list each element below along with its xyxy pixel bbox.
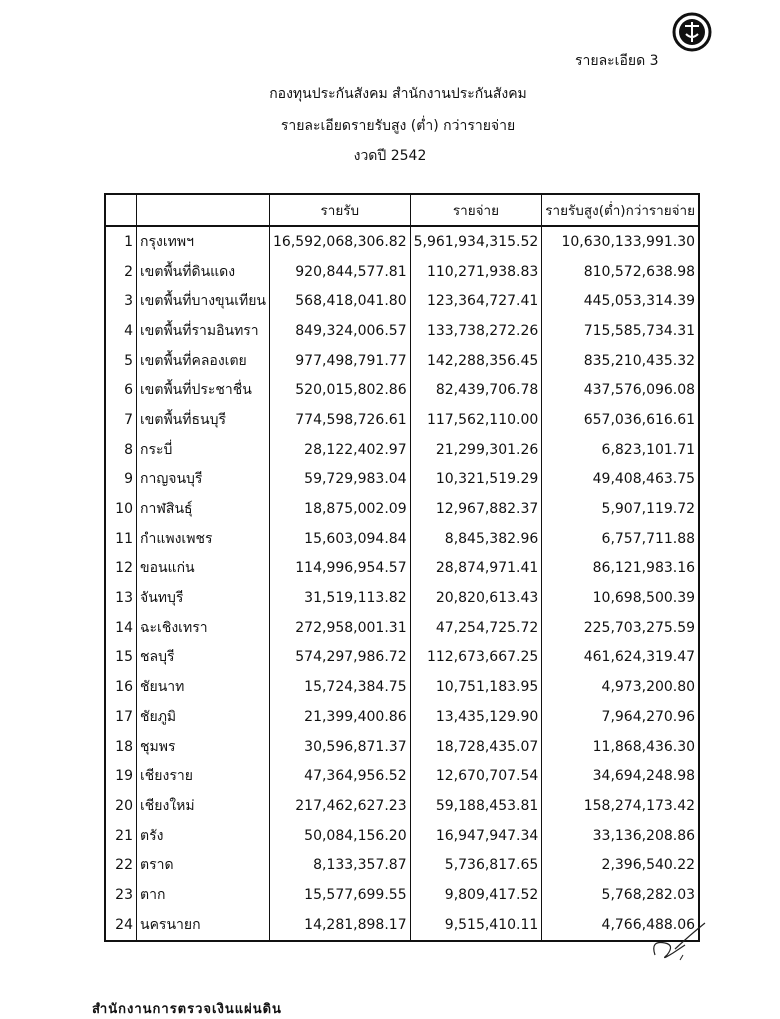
income-value: 59,729,983.04 [270, 465, 411, 495]
difference-value: 5,768,282.03 [542, 880, 699, 910]
difference-value: 225,703,275.59 [542, 613, 699, 643]
income-value: 30,596,871.37 [270, 732, 411, 762]
difference-value: 2,396,540.22 [542, 850, 699, 880]
table-row [105, 850, 699, 880]
difference-value: 4,766,488.06 [542, 910, 699, 941]
difference-value: 5,907,119.72 [542, 494, 699, 524]
income-value: 15,603,094.84 [270, 524, 411, 554]
table-row [105, 316, 699, 346]
table-row [105, 791, 699, 821]
row-number: 1 [105, 226, 137, 257]
income-value: 520,015,802.86 [270, 375, 411, 405]
region-name: เขตพื้นที่บางขุนเทียน [137, 286, 270, 316]
difference-value: 715,585,734.31 [542, 316, 699, 346]
region-name: ตราด [137, 850, 270, 880]
income-value: 28,122,402.97 [270, 435, 411, 465]
table-row [105, 732, 699, 762]
row-number: 23 [105, 880, 137, 910]
region-name: เขตพื้นที่รามอินทรา [137, 316, 270, 346]
table-row [105, 910, 699, 941]
table-row [105, 821, 699, 851]
row-number: 12 [105, 554, 137, 584]
expense-value: 112,673,667.25 [410, 643, 542, 673]
table-row [105, 613, 699, 643]
income-value: 50,084,156.20 [270, 821, 411, 851]
difference-value: 86,121,983.16 [542, 554, 699, 584]
table-row [105, 405, 699, 435]
expense-value: 9,515,410.11 [410, 910, 542, 941]
region-name: จันทบุรี [137, 583, 270, 613]
difference-value: 34,694,248.98 [542, 761, 699, 791]
expense-value: 47,254,725.72 [410, 613, 542, 643]
row-number: 5 [105, 346, 137, 376]
footer-office-name: สำนักงานการตรวจเงินแผ่นดิน [92, 1002, 282, 1017]
expense-value: 133,738,272.26 [410, 316, 542, 346]
region-name: เชียงราย [137, 761, 270, 791]
region-name: ตาก [137, 880, 270, 910]
table-row [105, 257, 699, 287]
difference-value: 10,698,500.39 [542, 583, 699, 613]
region-name: เชียงใหม่ [137, 791, 270, 821]
income-value: 574,297,986.72 [270, 643, 411, 673]
region-name: เขตพื้นที่ธนบุรี [137, 405, 270, 435]
row-number: 24 [105, 910, 137, 941]
row-number: 6 [105, 375, 137, 405]
income-value: 217,462,627.23 [270, 791, 411, 821]
difference-value: 10,630,133,991.30 [542, 226, 699, 257]
title-line-1: กองทุนประกันสังคม สำนักงานประกันสังคม [269, 86, 527, 102]
expense-value: 21,299,301.26 [410, 435, 542, 465]
table-row [105, 375, 699, 405]
region-name: ชัยนาท [137, 672, 270, 702]
income-value: 272,958,001.31 [270, 613, 411, 643]
expense-value: 117,562,110.00 [410, 405, 542, 435]
difference-value: 835,210,435.32 [542, 346, 699, 376]
income-value: 47,364,956.52 [270, 761, 411, 791]
table-row [105, 672, 699, 702]
signature-mark [645, 915, 715, 965]
expense-value: 10,321,519.29 [410, 465, 542, 495]
income-value: 21,399,400.86 [270, 702, 411, 732]
title-line-2: รายละเอียดรายรับสูง (ต่ำ) กว่ารายจ่าย [280, 118, 516, 134]
row-number: 15 [105, 643, 137, 673]
table-row [105, 524, 699, 554]
expense-value: 12,967,882.37 [410, 494, 542, 524]
expense-value: 123,364,727.41 [410, 286, 542, 316]
income-value: 31,519,113.82 [270, 583, 411, 613]
row-number: 18 [105, 732, 137, 762]
row-number: 16 [105, 672, 137, 702]
income-value: 16,592,068,306.82 [270, 226, 411, 257]
expense-value: 10,751,183.95 [410, 672, 542, 702]
expense-value: 82,439,706.78 [410, 375, 542, 405]
expense-value: 142,288,356.45 [410, 346, 542, 376]
expense-value: 16,947,947.34 [410, 821, 542, 851]
region-name: กาญจนบุรี [137, 465, 270, 495]
income-value: 15,724,384.75 [270, 672, 411, 702]
row-number: 4 [105, 316, 137, 346]
row-number: 21 [105, 821, 137, 851]
difference-value: 158,274,173.42 [542, 791, 699, 821]
row-number: 11 [105, 524, 137, 554]
difference-value: 445,053,314.39 [542, 286, 699, 316]
difference-value: 6,757,711.88 [542, 524, 699, 554]
header-income: รายรับ [270, 194, 411, 226]
table-header-row [105, 194, 699, 226]
region-name: ฉะเชิงเทรา [137, 613, 270, 643]
region-name: เขตพื้นที่ประชาชื่น [137, 375, 270, 405]
region-name: เขตพื้นที่ดินแดง [137, 257, 270, 287]
income-value: 849,324,006.57 [270, 316, 411, 346]
income-value: 977,498,791.77 [270, 346, 411, 376]
table-row [105, 494, 699, 524]
row-number: 20 [105, 791, 137, 821]
income-value: 18,875,002.09 [270, 494, 411, 524]
expense-value: 28,874,971.41 [410, 554, 542, 584]
difference-value: 461,624,319.47 [542, 643, 699, 673]
emblem-icon [672, 12, 712, 52]
header-expense: รายจ่าย [410, 194, 542, 226]
table-row [105, 226, 699, 257]
expense-value: 18,728,435.07 [410, 732, 542, 762]
row-number: 9 [105, 465, 137, 495]
income-value: 774,598,726.61 [270, 405, 411, 435]
row-number: 22 [105, 850, 137, 880]
income-expense-table [104, 193, 700, 942]
income-value: 114,996,954.57 [270, 554, 411, 584]
region-name: กาฬสินธุ์ [137, 494, 270, 524]
row-number: 14 [105, 613, 137, 643]
row-number: 8 [105, 435, 137, 465]
difference-value: 437,576,096.08 [542, 375, 699, 405]
table-row [105, 346, 699, 376]
row-number: 13 [105, 583, 137, 613]
region-name: เขตพื้นที่คลองเตย [137, 346, 270, 376]
region-name: กระบี่ [137, 435, 270, 465]
row-number: 17 [105, 702, 137, 732]
document-reference: รายละเอียด 3 [575, 53, 659, 69]
table-row [105, 435, 699, 465]
header-region [137, 194, 270, 226]
expense-value: 5,736,817.65 [410, 850, 542, 880]
expense-value: 110,271,938.83 [410, 257, 542, 287]
difference-value: 6,823,101.71 [542, 435, 699, 465]
difference-value: 49,408,463.75 [542, 465, 699, 495]
income-value: 920,844,577.81 [270, 257, 411, 287]
income-value: 568,418,041.80 [270, 286, 411, 316]
expense-value: 9,809,417.52 [410, 880, 542, 910]
title-line-3: งวดปี 2542 [353, 148, 427, 164]
table-row [105, 643, 699, 673]
region-name: ตรัง [137, 821, 270, 851]
row-number: 10 [105, 494, 137, 524]
region-name: ชัยภูมิ [137, 702, 270, 732]
table-row [105, 286, 699, 316]
income-value: 8,133,357.87 [270, 850, 411, 880]
table-row [105, 465, 699, 495]
difference-value: 4,973,200.80 [542, 672, 699, 702]
table-row [105, 583, 699, 613]
difference-value: 11,868,436.30 [542, 732, 699, 762]
expense-value: 59,188,453.81 [410, 791, 542, 821]
difference-value: 7,964,270.96 [542, 702, 699, 732]
region-name: กรุงเทพฯ [137, 226, 270, 257]
table-row [105, 880, 699, 910]
expense-value: 13,435,129.90 [410, 702, 542, 732]
difference-value: 33,136,208.86 [542, 821, 699, 851]
header-difference: รายรับสูง(ต่ำ)กว่ารายจ่าย [542, 194, 699, 226]
difference-value: 657,036,616.61 [542, 405, 699, 435]
expense-value: 20,820,613.43 [410, 583, 542, 613]
income-value: 14,281,898.17 [270, 910, 411, 941]
region-name: กำแพงเพชร [137, 524, 270, 554]
row-number: 19 [105, 761, 137, 791]
table-row [105, 761, 699, 791]
table-row [105, 554, 699, 584]
table-row [105, 702, 699, 732]
region-name: นครนายก [137, 910, 270, 941]
row-number: 3 [105, 286, 137, 316]
header-number [105, 194, 137, 226]
region-name: ขอนแก่น [137, 554, 270, 584]
expense-value: 8,845,382.96 [410, 524, 542, 554]
row-number: 7 [105, 405, 137, 435]
region-name: ชลบุรี [137, 643, 270, 673]
income-value: 15,577,699.55 [270, 880, 411, 910]
expense-value: 5,961,934,315.52 [410, 226, 542, 257]
expense-value: 12,670,707.54 [410, 761, 542, 791]
row-number: 2 [105, 257, 137, 287]
region-name: ชุมพร [137, 732, 270, 762]
difference-value: 810,572,638.98 [542, 257, 699, 287]
